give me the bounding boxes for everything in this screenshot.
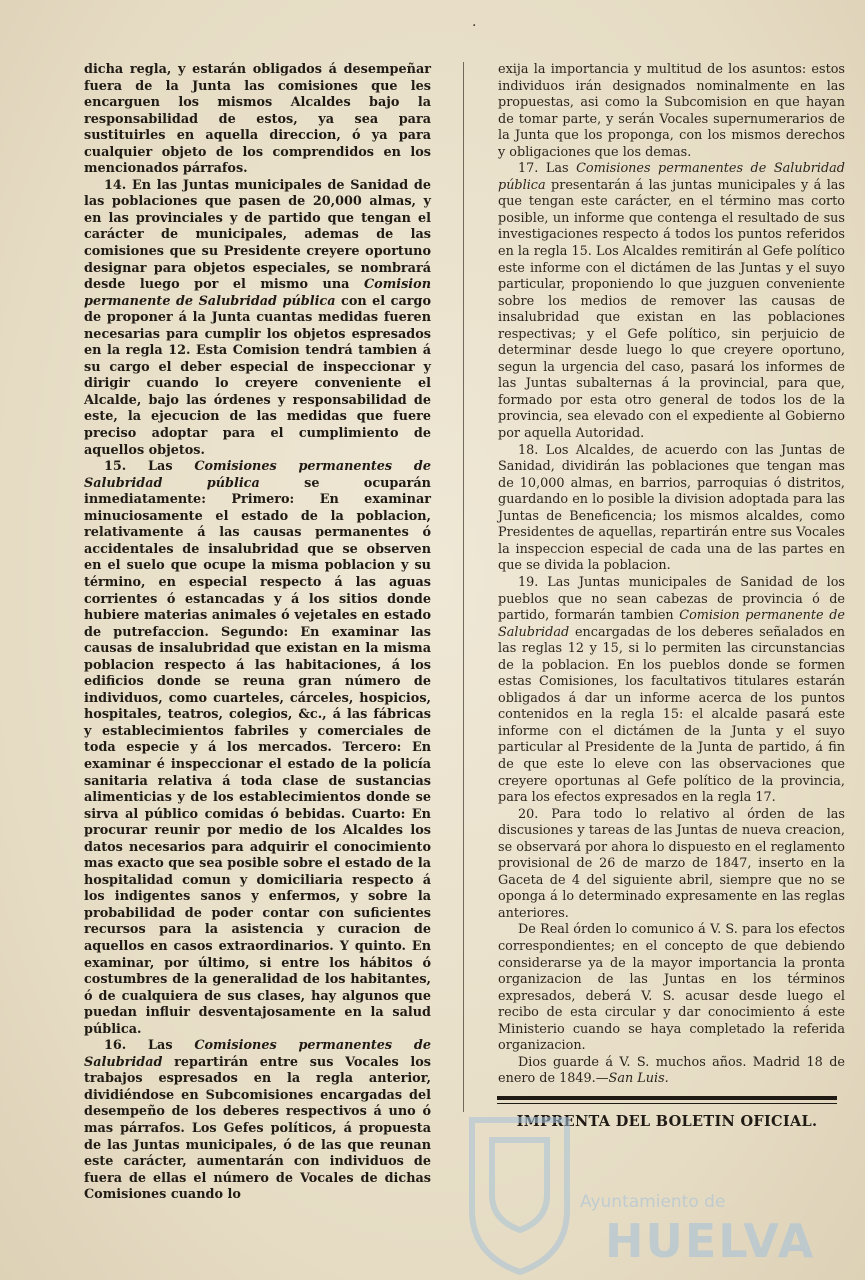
paragraph-rule-15 xyxy=(84,459,431,1038)
rule-14-italic: Comision permanente de Salubridad pública xyxy=(84,277,431,309)
right-column xyxy=(498,62,845,1088)
rule-19-italic: Comision permanente de Salubridad xyxy=(498,608,845,640)
paragraph-closing xyxy=(498,1055,845,1088)
watermark-text: HUELVA xyxy=(605,1214,816,1268)
rule-17-num: 17. Las xyxy=(518,161,569,177)
rule-19-pre: 19. Las Juntas municipales de Sanidad de los pueblos que no sean cabezas de provincia ó de partido, formarán tambien xyxy=(498,574,845,624)
left-column xyxy=(84,62,431,1204)
rule-17-italic: Comisiones permanentes de Salubridad pública xyxy=(498,161,845,193)
rule-16-num: 16. Las xyxy=(104,1038,173,1054)
rule-14-rest: con el cargo de proponer á la Junta cuantas medidas fueren necesarias para cumplir los objetos espresados en la regla 12. Esta Comision tendrá tambien á su cargo el deber especial de inspeccionar y dirigir cuando lo creyere conveniente el Alcalde, bajo las órdenes y responsabilidad de este, la ejecucion de las medidas que fuere preciso adoptar para el cumplimiento de aquellos objetos. xyxy=(84,293,431,458)
paragraph-rule-20: 20. Para todo lo relativo al órden de las discusiones y tareas de las Juntas de nueva creacion, se observará por ahora lo dispuesto en el reglamento provisional de 26 de marzo de 1847, inserto en la Gaceta de 4 del siguiente abril, siempre que no se oponga á lo determinado expresamente en las reglas anteriores. xyxy=(498,806,845,921)
paragraph-rule-17 xyxy=(498,161,845,442)
closing-text: Dios guarde á V. S. muchos años. Madrid 18 de enero de 1849.— xyxy=(498,1054,845,1087)
watermark-subtitle: Ayuntamiento de xyxy=(580,1192,726,1212)
footer-rule xyxy=(497,1096,837,1100)
rule-15-italic: Comisiones permanentes de Salubridad pública xyxy=(84,459,431,491)
rule-15-rest: se ocuparán inmediatamente: Primero: En examinar minuciosamente el estado de la poblacion, relativamente á las causas permanentes ó accidentales de insalubridad que se observen en el suelo que ocupe la misma poblacion y su término, en especial respecto á las aguas corrientes ó estancadas y á los sitios donde hubiere materias animales ó vejetales en estado de putrefaccion. Segundo: En examinar las causas de insalubridad que existan en la misma poblacion respecto á las habitaciones, á los edificios donde se reuna gran número de individuos, como cuarteles, cárceles, hospicios, hospitales, teatros, colegios, &c., á las fábricas y establecimientos fabriles y comerciales de toda especie y á los mercados. Tercero: En examinar é inspeccionar el estado de la policía sanitaria relativa á toda clase de sustancias alimenticias y de los establecimientos donde se sirva al público comidas ó bebidas. Cuarto: En procurar reunir por medio de los Alcaldes los datos necesarios para adquirir el conocimiento mas exacto que sea posible sobre el estado de la hospitalidad comun y domiciliaria respecto á los indigentes sanos y enfermos, y sobre la probabilidad de poder contar con suficientes recursos para la asistencia y curacion de aquellos en casos extraordinarios. Y quinto. En examinar, por último, si entre los hábitos ó costumbres de la generalidad de los habitantes, ó de cualquiera de sus clases, hay algunos que puedan influir desventajosamente en la salud pública. xyxy=(84,475,431,1037)
rule-17-rest: presentarán á las juntas municipales y á las que tengan este carácter, en el término mas corto posible, un informe que contenga el resultado de sus investigaciones respecto á todos los puntos referidos en la regla 15. Los Alcaldes remitirán al Gefe político este informe con el dictámen de las Juntas y el suyo particular, proponiendo lo que juzguen conveniente sobre los medios de remover las causas de insalubridad que existan en las poblaciones respectivas; y el Gefe político, sin perjuicio de determinar desde luego lo que creyere oportuno, segun la urgencia del caso, pasará los informes de las Juntas subalternas á la provincial, para que, formado por esta otro general de todos los de la provincia, sea elevado con el expediente al Gobierno por aquella Autoridad. xyxy=(498,177,845,442)
imprint-line: IMPRENTA DEL BOLETIN OFICIAL. xyxy=(516,1113,818,1130)
rule-14-text: 14. En las Juntas municipales de Sanidad de las poblaciones que pasen de 20,000 almas, y en las provinciales y de partido que tengan el carácter de municipales, ademas de las comisiones que su Presidente creyere oportuno designar para objetos especiales, se nombrará desde luego por el mismo una xyxy=(84,177,431,293)
paragraph-rule-19 xyxy=(498,575,845,807)
paragraph-continuation-right: exija la importancia y multitud de los asuntos: estos individuos irán designados nominalmente en las propuestas, asi como la Subcomision en que hayan de tomar parte, y serán Vocales supernumerarios de la Junta que los proponga, con los mismos derechos y obligaciones que los demas. xyxy=(498,62,845,160)
rule-16-italic: Comisiones permanentes de Salubridad xyxy=(84,1038,431,1070)
paragraph-continuation: dicha regla, y estarán obligados á desempeñar fuera de la Junta las comisiones que les encarguen los mismos Alcaldes bajo la responsabilidad de estos, ya sea para sustituirles en aquella direccion, ó ya para cualquier objeto de los comprendidos en los mencionados párrafos. xyxy=(84,62,431,177)
column-divider xyxy=(463,62,464,1112)
rule-19-rest: encargadas de los deberes señalados en las reglas 12 y 15, si lo permiten las circunstancias de la poblacion. En los pueblos donde se formen estas Comisiones, los facultativos titulares estarán obligados á dar un informe acerca de los puntos contenidos en la regla 15: el alcalde pasará este informe con el dictámen de la Junta y el suyo particular al Presidente de la Junta de partido, á fin de que este lo eleve con las observaciones que creyere oportunas al Gefe político de la provincia, para los efectos expresados en la regla 17. xyxy=(498,624,845,806)
ink-speck: · xyxy=(472,18,477,34)
signature: San Luis. xyxy=(608,1071,669,1087)
paragraph-rule-18: 18. Los Alcaldes, de acuerdo con las Juntas de Sanidad, dividirán las poblaciones que tengan mas de 10,000 almas, en barrios, parroquias ó distritos, guardando en lo posible la division adoptada para las Juntas de Beneficencia; los mismos alcaldes, como Presidentes de aquellas, repartirán entre sus Vocales la inspeccion especial de cada una de las partes en que se divida la poblacion. xyxy=(498,442,845,574)
rule-15-num: 15. Las xyxy=(104,459,173,475)
paragraph-royal-order: De Real órden lo comunico á V. S. para los efectos correspondientes; en el concepto de que debiendo considerarse ya de la mayor importancia la pronta organizacion de las Juntas en los términos expresados, deberá V. S. acusar desde luego el recibo de esta circular y dar conocimiento á este Ministerio cuando se haya completado la referida organizacion. xyxy=(498,922,845,1054)
paragraph-rule-16 xyxy=(84,1038,431,1203)
paragraph-rule-14 xyxy=(84,178,431,459)
rule-16-rest: repartirán entre sus Vocales los trabajos espresados en la regla anterior, dividiéndose en Subcomisiones encargadas del desempeño de los deberes respectivos á uno ó mas párrafos. Los Gefes políticos, á propuesta de las Juntas municipales, ó de las que reunan este carácter, aumentarán con individuos de fuera de ellas el número de Vocales de dichas Comisiones cuando lo xyxy=(84,1054,431,1203)
